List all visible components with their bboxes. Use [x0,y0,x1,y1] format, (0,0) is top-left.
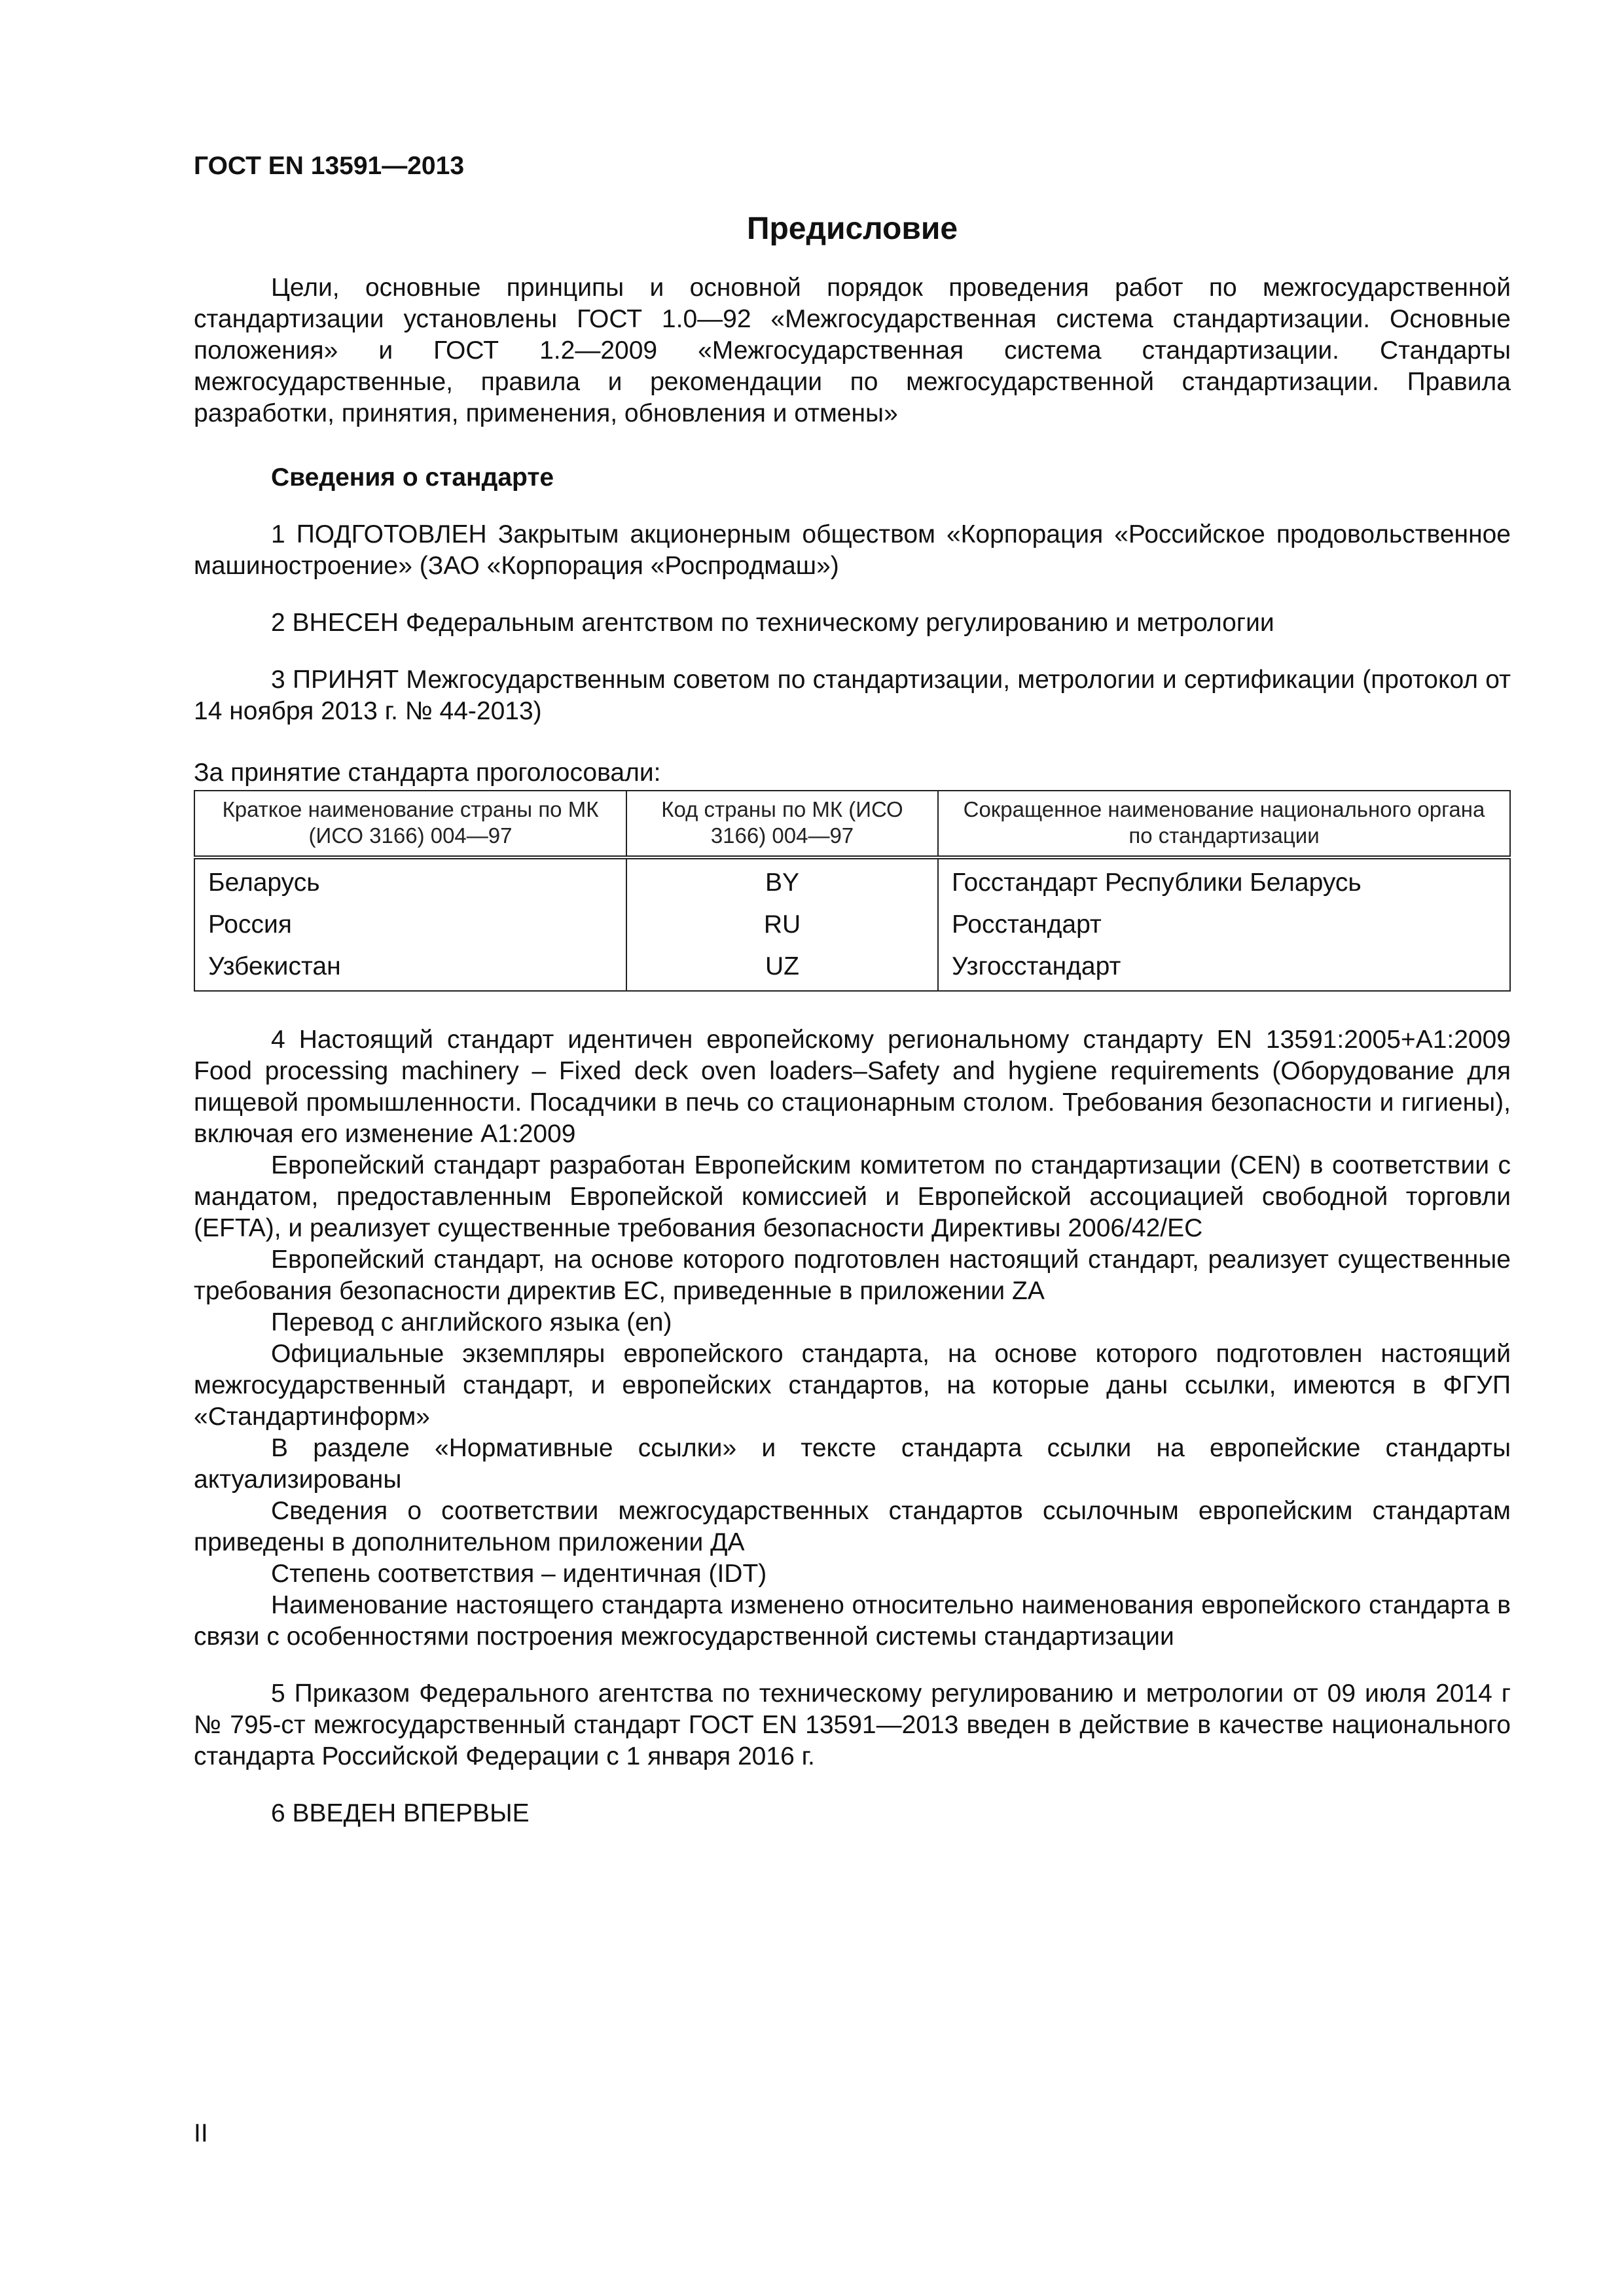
table-row [194,946,1510,991]
country-cell: Узбекистан [194,946,626,991]
vote-table [194,790,1511,992]
country-cell: Беларусь [194,857,626,904]
item-2-paragraph: 2 ВНЕСЕН Федеральным агентством по техническому регулированию и метрологии [271,609,1274,637]
table-row [194,857,1510,904]
document-page [194,151,1511,1829]
country-code-cell: RU [626,904,938,946]
item-4-paragraph: 4 Настоящий стандарт идентичен европейскому региональному стандарту EN 13591:2005+A1:2009 Food processing machinery – Fixed deck oven loaders–Safety and hygiene requirements (Оборудование для пищевой промышленности. Посадчики в печь со стационарным столом. Требования безопасности и гигиены), включая его изменение А1:2009 [194,1026,1511,1148]
table-row [194,904,1510,946]
item-4-requirements-paragraph: Европейский стандарт, на основе которого подготовлен настоящий стандарт, реализует существенные требования безопасности директив ЕС, приведенные в приложении ZA [194,1246,1511,1305]
item-6-paragraph: 6 ВВЕДЕН ВПЕРВЫЕ [271,1799,530,1827]
item-4-translation-paragraph: Перевод с английского языка (en) [271,1308,672,1336]
item-4-cen-paragraph: Европейский стандарт разработан Европейским комитетом по стандартизации (CEN) в соответствии с мандатом, предоставленным Европейской комиссией и Европейской ассоциацией свободной торговли (EFTA), и реализует существенные требования безопасности Директивы 2006/42/ЕС [194,1151,1511,1242]
vote-table-header-code: Код страны по МК (ИСО 3166) 004—97 [626,791,938,857]
vote-table-header-country: Краткое наименование страны по МК (ИСО 3166) 004—97 [194,791,626,857]
item-4-copies-paragraph: Официальные экземпляры европейского стандарта, на основе которого подготовлен настоящий межгосударственный стандарт, и европейских стандартов, на которые даны ссылки, имеются в ФГУП «Стандартинформ» [194,1340,1511,1431]
item-4-name-change-paragraph: Наименование настоящего стандарта изменено относительно наименования европейского стандарта в связи с особенностями построения межгосударственной системы стандартизации [194,1591,1511,1651]
country-code-cell: BY [626,857,938,904]
item-4-correspondence-paragraph: Сведения о соответствии межгосударственных стандартов ссылочным европейским стандартам приведены в дополнительном приложении ДА [194,1497,1511,1556]
country-cell: Россия [194,904,626,946]
document-code-header: ГОСТ EN 13591—2013 [194,152,465,180]
vote-table-caption: За принятие стандарта проголосовали: [194,759,661,787]
standards-body-cell: Узгосстандарт [938,946,1510,991]
standards-body-cell: Росстандарт [938,904,1510,946]
item-3-paragraph: 3 ПРИНЯТ Межгосударственным советом по стандартизации, метрологии и сертификации (протокол от 14 ноября 2013 г. № 44-2013) [194,666,1511,725]
vote-table-header-body: Сокращенное наименование национального органа по стандартизации [938,791,1510,857]
page-number: II [194,2119,208,2147]
standards-body-cell: Госстандарт Республики Беларусь [938,857,1510,904]
item-1-paragraph: 1 ПОДГОТОВЛЕН Закрытым акционерным обществом «Корпорация «Российское продовольственное машиностроение» (ЗАО «Корпорация «Роспродмаш») [194,520,1511,580]
intro-paragraph: Цели, основные принципы и основной порядок проведения работ по межгосударственной стандартизации установлены ГОСТ 1.0—92 «Межгосударственная система стандартизации. Основные положения» и ГОСТ 1.2—2009 «Межгосударственная система стандартизации. Стандарты межгосударственные, правила и рекомендации по межгосударственной стандартизации. Правила разработки, принятия, применения, обновления и отмены» [194,274,1511,427]
item-5-paragraph: 5 Приказом Федерального агентства по техническому регулированию и метрологии от 09 июля 2014 г № 795-ст межгосударственный стандарт ГОСТ EN 13591—2013 введен в действие в качестве национального стандарта Российской Федерации с 1 января 2016 г. [194,1679,1511,1770]
item-4-references-paragraph: В разделе «Нормативные ссылки» и тексте стандарта ссылки на европейские стандарты актуализированы [194,1434,1511,1494]
item-4-degree-paragraph: Степень соответствия – идентичная (IDT) [271,1560,767,1588]
section-heading: Сведения о стандарте [271,463,554,492]
page-title: Предисловие [746,211,958,246]
country-code-cell: UZ [626,946,938,991]
vote-table-header-row [194,791,1510,857]
